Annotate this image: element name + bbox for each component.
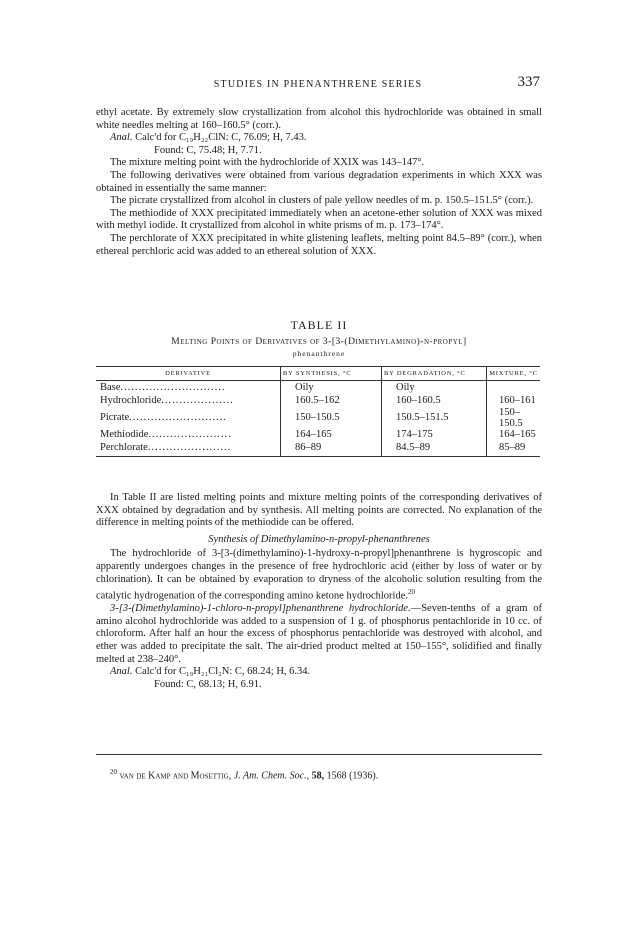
cell-degradation: 84.5–89 <box>382 441 487 456</box>
cell-derivative: Base............................. <box>100 381 226 393</box>
derivative-name: Hydrochloride <box>100 394 162 406</box>
anal-label: Anal. <box>110 666 133 678</box>
cell-mixture: 160–161 <box>487 394 541 407</box>
footnote-divider <box>96 754 542 755</box>
cell-synthesis: Oily <box>281 381 382 394</box>
cell-mixture: 150–150.5 <box>487 407 541 429</box>
paragraph-picrate: The picrate crystallized from alcohol in clusters of pale yellow needles of m. p. 150.5–151.5° (corr.). <box>110 195 534 207</box>
cell-degradation: 150.5–151.5 <box>382 407 487 429</box>
melting-points-table <box>96 366 540 457</box>
paragraph-methiodide: The methiodide of XXX precipitated immediately when an acetone-ether solution of XXX was mixed with methyl iodide. It crystallized from alcohol in white prisms of m. p. 173–174°. <box>96 207 542 232</box>
anal2-calc-line <box>96 666 542 679</box>
paragraph-chloro-compound <box>96 603 542 666</box>
table-row <box>96 429 540 442</box>
anal-label: Anal. <box>110 132 133 144</box>
table-caption <box>96 336 542 360</box>
table-title: TABLE II <box>290 318 348 332</box>
paragraph-derivatives: The following derivatives were obtained from various degradation experiments in which XXX was obtained in essentially the same manner: <box>96 169 542 194</box>
cell-mixture: 85–89 <box>487 441 541 456</box>
derivative-name: Picrate <box>100 412 130 424</box>
column-header-derivative: DERIVATIVE <box>96 367 281 381</box>
anal2-calc-text: Calc'd for C₁₉H₂₁Cl₂N: C, 68.24; H, 6.34. <box>135 666 311 678</box>
paragraph-continued: ethyl acetate. By extremely slow crystallization from alcohol this hydrochloride was obtained in small white needles melting at 160–160.5° (corr.). <box>96 107 542 131</box>
anal-calc-line <box>96 132 542 145</box>
cell-degradation: Oily <box>382 381 487 394</box>
cell-derivative: Hydrochloride.................... <box>100 394 234 406</box>
section-heading <box>96 534 542 547</box>
table-row <box>96 394 540 407</box>
footnote-authors: van de Kamp and Mosettig, <box>119 770 232 782</box>
footnote-ref-20: 20 <box>408 588 415 597</box>
anal2-found-line: Found: C, 68.13; H, 6.91. <box>154 678 262 690</box>
cell-synthesis: 160.5–162 <box>281 394 382 407</box>
table-caption-line2: phenanthrene <box>292 349 346 358</box>
running-head: STUDIES IN PHENANTHRENE SERIES <box>213 79 423 90</box>
table-row <box>96 441 540 456</box>
paragraph-chloro-text: —Seven-tenths of a gram of amino alcohol hydrochloride was added to a suspension of 1 g. of phosphorus pentachloride in 10 cc. of chloroform. After half an hour the excess of phosphorus pentachloride was destroyed with alcohol, and ether was added to precipitate the salt. The air-dried product melted at 150–155°, solidified and finally melted at 238–240°. <box>96 603 543 665</box>
page-number: 337 <box>517 74 540 90</box>
cell-derivative: Methiodide....................... <box>100 429 232 441</box>
column-header-synthesis: BY SYNTHESIS, °C <box>281 367 382 381</box>
table-caption-line1: Melting Points of Derivatives of 3-[3-(Dimethylamino)-n-propyl] <box>171 337 467 347</box>
paragraph-hydrochloride <box>96 548 542 603</box>
footnote-journal: J. Am. Chem. Soc., <box>233 770 310 782</box>
cell-degradation: 160–160.5 <box>382 394 487 407</box>
paragraph-mixture-mp: The mixture melting point with the hydrochloride of XXIX was 143–147°. <box>110 157 425 169</box>
cell-mixture <box>487 381 541 394</box>
table-header-row <box>96 367 540 381</box>
cell-degradation: 174–175 <box>382 429 487 442</box>
anal-found-line: Found: C, 75.48; H, 7.71. <box>154 144 262 156</box>
cell-mixture: 164–165 <box>487 429 541 442</box>
body-text-top <box>96 107 542 258</box>
body-text-bottom <box>96 492 542 691</box>
compound-title: 3-[3-(Dimethylamino)-1-chloro-n-propyl]phenanthrene hydrochloride. <box>110 603 411 615</box>
paragraph-perchlorate: The perchlorate of XXX precipitated in white glistening leaflets, melting point 84.5–89° (corr.), when ethereal perchloric acid was added to an ethereal solution of XXX. <box>96 232 542 257</box>
column-header-degradation: BY DEGRADATION, °C <box>382 367 487 381</box>
footnote-volume: 58, <box>311 770 325 782</box>
cell-derivative: Perchlorate....................... <box>96 441 281 456</box>
cell-synthesis: 150–150.5 <box>281 407 382 429</box>
anal-calc-text: Calc'd for C₁₉H₂₂ClN: C, 76.09; H, 7.43. <box>135 132 307 144</box>
footnote-pages-year: 1568 (1936). <box>326 770 379 782</box>
paragraph-hydrochloride-text: The hydrochloride of 3-[3-(dimethylamino)-1-hydroxy-n-propyl]phenanthrene is hygroscopic and apparently undergoes changes in the presence of free hydrochloric acid (either by loss of water or by chlorination). It can be obtained by evaporation to dryness of the alcoholic solution resulting from the catalytic hydrogenation of the corresponding amino ketone hydrochloride. <box>96 548 542 602</box>
cell-synthesis: 86–89 <box>281 441 382 456</box>
derivative-name: Methiodide <box>100 429 149 441</box>
footnote-number: 20 <box>110 768 117 776</box>
page-header <box>96 74 540 94</box>
table-row <box>96 381 540 394</box>
derivative-name: Perchlorate <box>100 442 148 454</box>
paragraph-table-discussion: In Table II are listed melting points and mixture melting points of the corresponding derivatives of XXX obtained by degradation and by synthesis. All melting points are corrected. No explanation of the difference in melting points of the methiodide can be offered. <box>96 492 542 529</box>
footnote <box>96 766 542 782</box>
section-heading-text: Synthesis of Dimethylamino-n-propyl-phenanthrenes <box>208 533 430 545</box>
cell-derivative: Picrate........................... <box>100 412 228 424</box>
column-header-mixture: MIXTURE, °C <box>487 367 541 381</box>
table-row <box>96 407 540 429</box>
derivative-name: Base <box>100 381 121 393</box>
cell-synthesis: 164–165 <box>281 429 382 442</box>
